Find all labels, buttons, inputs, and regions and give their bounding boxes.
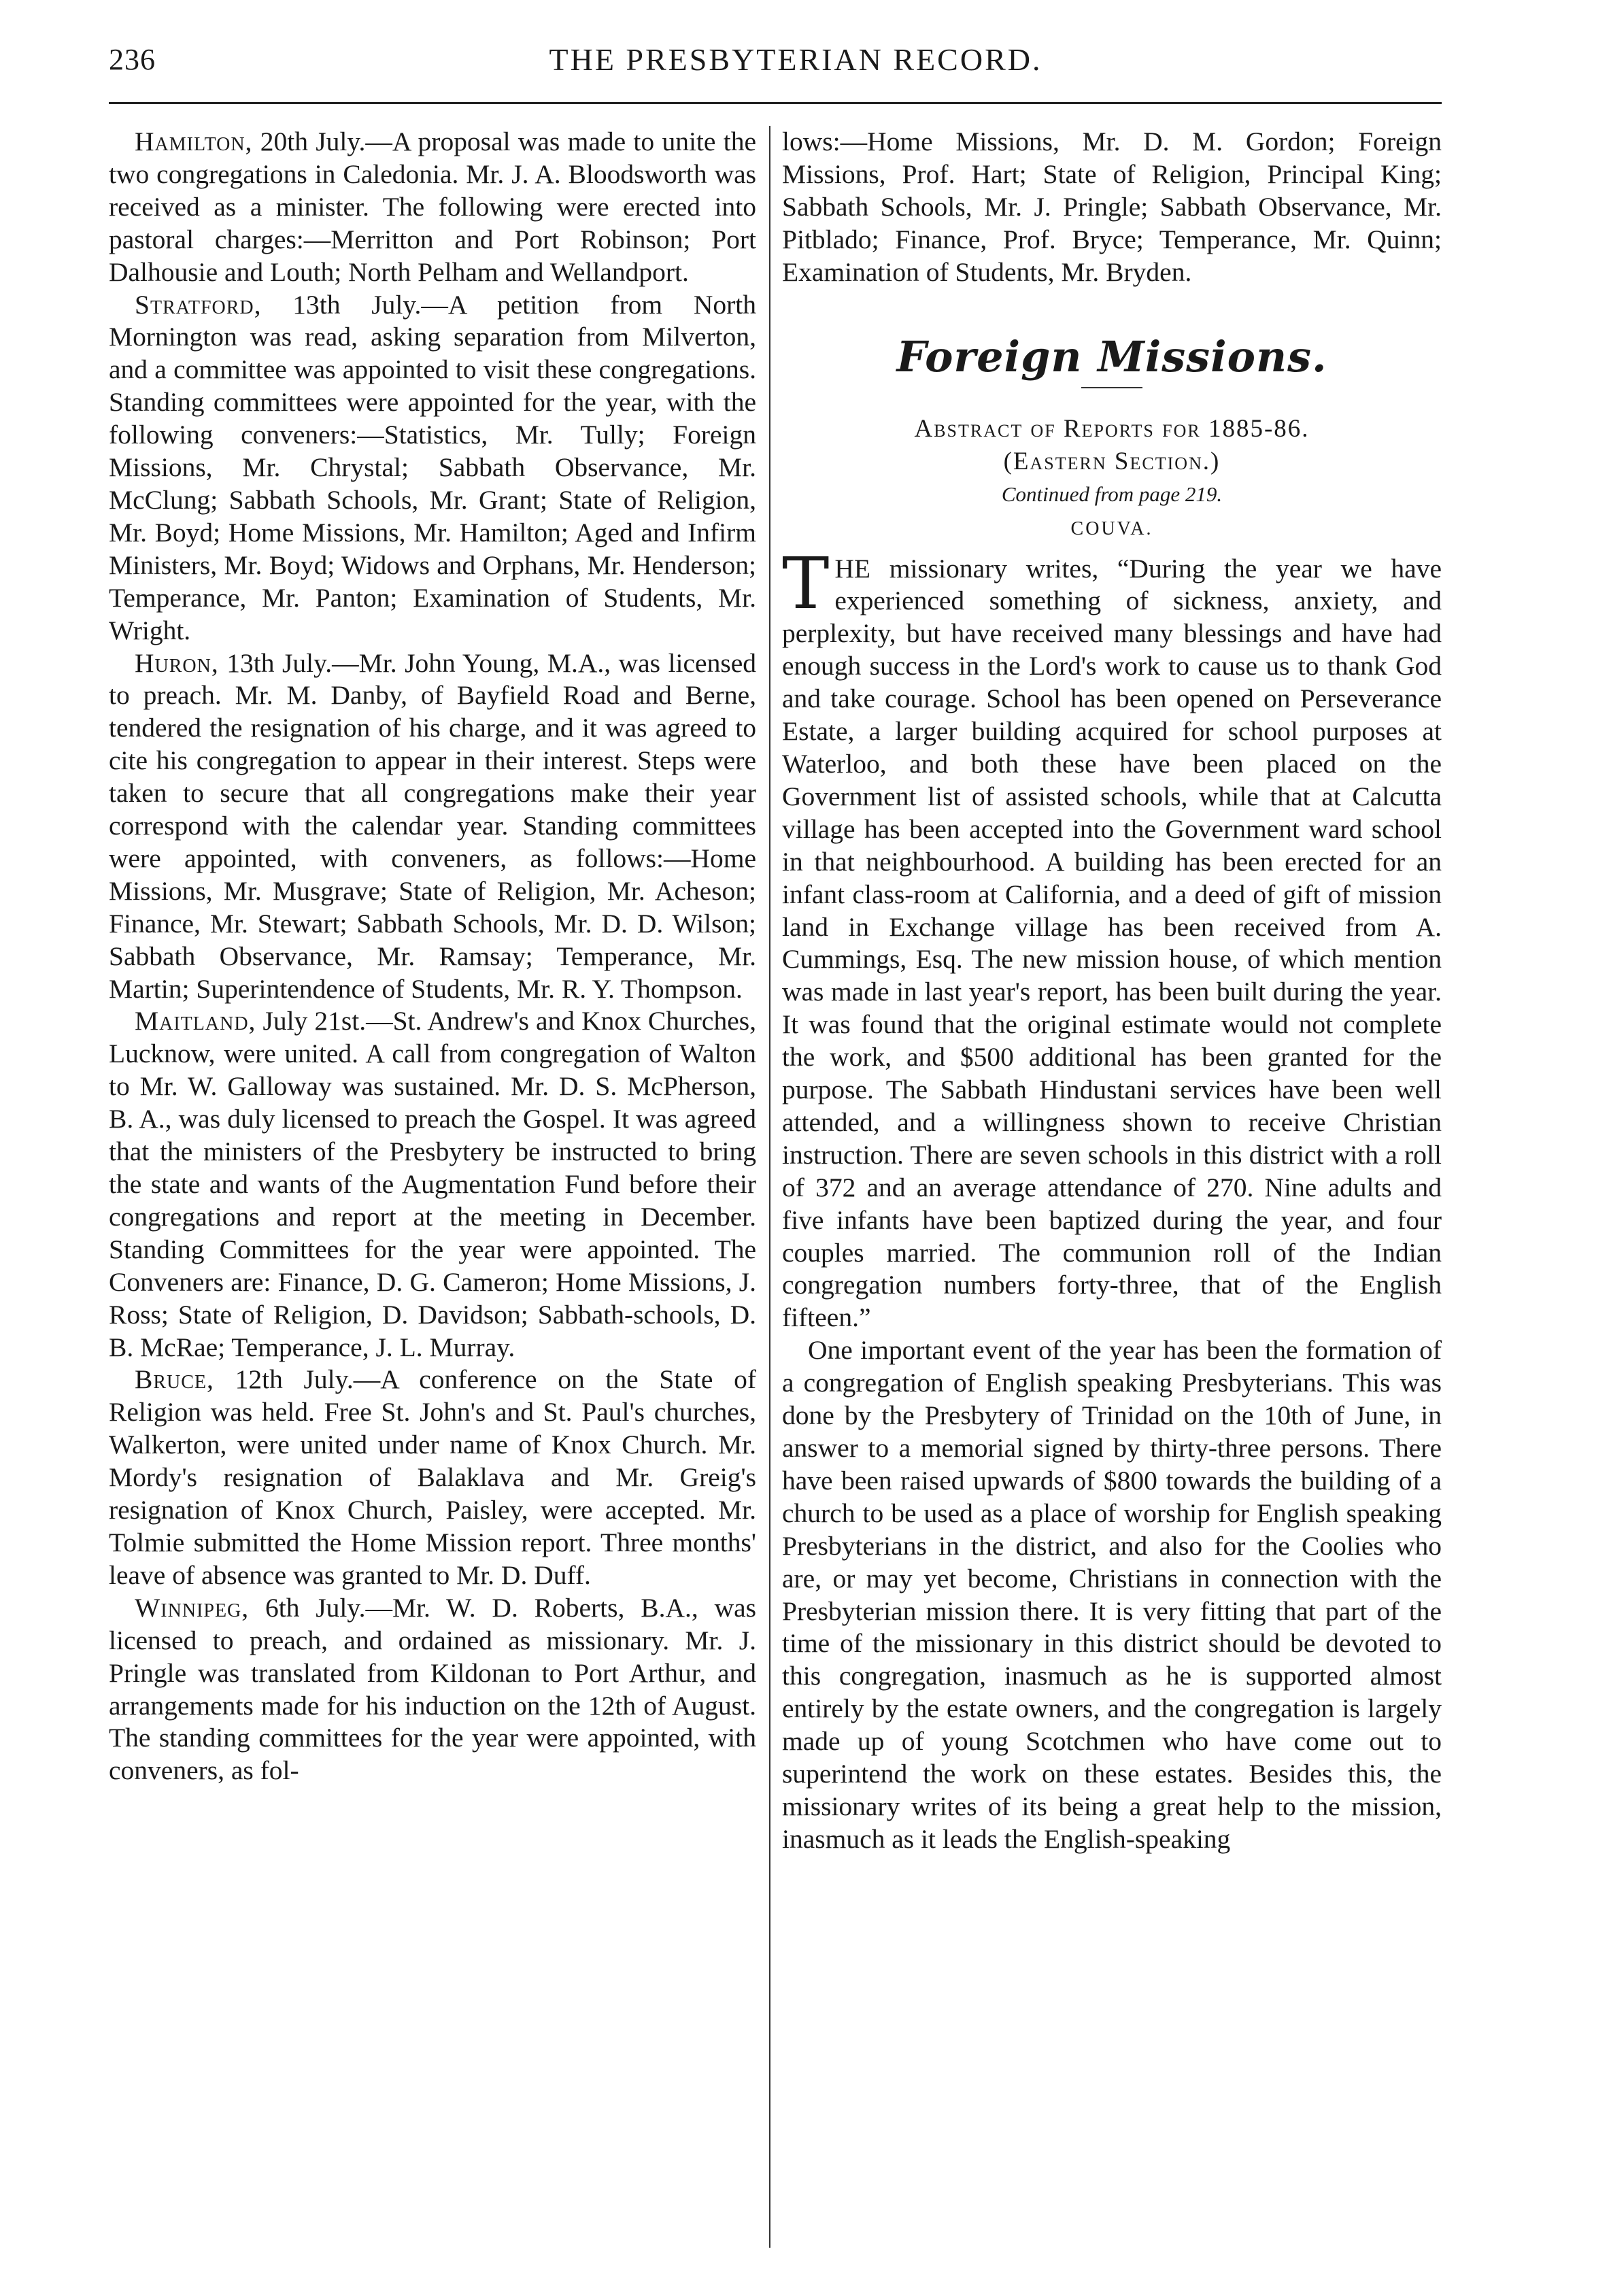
drop-cap: T: [782, 541, 830, 625]
report-text: 12th July.—A conference on the State of Religion was held. Free St. John's and St. Paul's churches, Walkerton, were united under name of Knox Church. Mr. Mordy's resignation of Balaklava and Mr. Greig's resignation of Knox Church, Paisley, were accepted. Mr. Tolmie submitted the Home Mission report. Three months' leave of absence was granted to Mr. D. Duff.: [109, 1364, 756, 1590]
abstract-title: Abstract of Reports for 1885-86.: [914, 414, 1310, 443]
place-name: Winnipeg,: [135, 1592, 250, 1623]
page-header: [109, 39, 1442, 87]
heading-rule: [1081, 387, 1142, 388]
presbytery-report-winnipeg: [109, 1592, 756, 1787]
continued-note: Continued from page 219.: [1001, 482, 1223, 506]
place-name: Huron,: [135, 647, 219, 678]
presbytery-report-huron: [109, 647, 756, 1006]
missionary-report-paragraph: [782, 541, 1442, 1335]
running-title: THE PRESBYTERIAN RECORD.: [549, 42, 1042, 77]
station-heading: COUVA.: [1070, 518, 1153, 539]
presbytery-report-hamilton: [109, 126, 756, 289]
right-column: [782, 126, 1442, 2248]
header-rule: [109, 102, 1442, 104]
paragraph-text: HE missionary writes, “During the year we have experienced something of sickness, anxiety, and perplexity, but have received many blessings and have had enough success in the Lord's work to cause us to thank God and take courage. School has been opened on Perseverance Estate, a larger building acquired for school purposes at Waterloo, and both these have been placed on the Government list of assisted schools, while that at Calcutta village has been accepted into the Government ward school in that neighbourhood. A building has been erected for an infant class-room at California, and a deed of gift of mission land in Exchange village has been received from A. Cummings, Esq. The new mission house, of which mention was made in last year's report, has been built during the year. It was found that the original estimate would not complete the work, and $500 additional has been granted for the purpose. The Sabbath Hindustani services have been well attended, and a willingness shown to receive Christian instruction. There are seven schools in this district with a roll of 372 and an average attendance of 270. Nine adults and five infants have been baptized during the year, and four couples married. The communion roll of the Indian congregation numbers forty-three, that of the English fifteen.”: [782, 553, 1442, 1333]
presbytery-report-maitland: [109, 1005, 756, 1364]
place-name: Bruce,: [135, 1364, 214, 1395]
continued-paragraph: lows:—Home Missions, Mr. D. M. Gordon; Foreign Missions, Prof. Hart; State of Religion, Principal King; Sabbath Schools, Mr. J. Pringle; Sabbath Observance, Mr. Pitblado; Finance, Prof. Bryce; Temperance, Mr. Quinn; Examination of Students, Mr. Bryden.: [782, 126, 1442, 287]
presbytery-report-bruce: [109, 1364, 756, 1591]
place-name: Stratford,: [135, 289, 262, 320]
report-text: 13th July.—A petition from North Mornington was read, asking separation from Milverton, and a committee was appointed to visit these congregations. Standing committees were appointed for the year, with the following conveners:—Statistics, Mr. Tully; Foreign Missions, Mr. Chrystal; Sabbath Observance, Mr. McClung; Sabbath Schools, Mr. Grant; State of Religion, Mr. Boyd; Home Missions, Mr. Hamilton; Aged and Infirm Ministers, Mr. Boyd; Widows and Orphans, Mr. Henderson; Temperance, Mr. Panton; Examination of Students, Mr. Wright.: [109, 289, 756, 645]
place-name: Hamilton,: [135, 126, 253, 156]
presbytery-report-stratford: [109, 289, 756, 647]
section-heading: Foreign Missions.: [896, 331, 1327, 382]
report-text: July 21st.—St. Andrew's and Knox Churches, Lucknow, were united. A call from congregation of Walton to Mr. W. Galloway was sustained. Mr. D. S. McPherson, B. A., was duly licensed to preach the Gospel. It was agreed that the ministers of the Presbytery be instructed to bring the state and wants of the Augmentation Fund before their congregations and report at the meeting in December. Standing Committees for the year were appointed. The Conveners are: Finance, D. G. Cameron; Home Missions, J. Ross; State of Religion, D. Davidson; Sabbath-schools, D. B. McRae; Temperance, J. L. Murray.: [109, 1006, 756, 1362]
abstract-section: (Eastern Section.): [1003, 447, 1221, 475]
report-text: 13th July.—Mr. John Young, M.A., was licensed to preach. Mr. M. Danby, of Bayfield Road and Berne, tendered the resignation of his charge, and it was agreed to cite his congregation to appear in their interest. Steps were taken to secure that all congregations make their year correspond with the calendar year. Standing committees were appointed, with conveners, as follows:—Home Missions, Mr. Musgrave; State of Religion, Mr. Acheson; Finance, Mr. Stewart; Sabbath Schools, Mr. D. D. Wilson; Sabbath Observance, Mr. Ramsay; Temperance, Mr. Martin; Superintendence of Students, Mr. R. Y. Thompson.: [109, 647, 756, 1004]
left-column: [109, 126, 756, 2248]
place-name: Maitland,: [135, 1006, 256, 1036]
report-text: 20th July.—A proposal was made to unite the two congregations in Caledonia. Mr. J. A. Bloodsworth was received as a minister. The following were erected into pastoral charges:—Merritton and Port Robinson; Port Dalhousie and Louth; North Pelham and Wellandport.: [109, 126, 756, 287]
column-divider: [769, 126, 770, 2248]
congregation-paragraph: One important event of the year has been the formation of a congregation of English speaking Presbyterians. This was done by the Presbytery of Trinidad on the 10th of June, in answer to a memorial signed by thirty-three persons. There have been raised upwards of $800 towards the building of a church to be used as a place of worship for English speaking Presbyterians in the district, and also for the Coolies who are, or may yet become, Christians in connection with the Presbyterian mission there. It is very fitting that part of the time of the missionary in this district should be devoted to this congregation, inasmuch as he is supported almost entirely by the estate owners, and the congregation is largely made up of young Scotchmen who have come out to superintend the work on these estates. Besides this, the missionary writes of its being a great help to the mission, inasmuch as it leads the English-speaking: [782, 1335, 1442, 1854]
report-text: 6th July.—Mr. W. D. Roberts, B.A., was licensed to preach, and ordained as missionary. Mr. J. Pringle was translated from Kildonan to Port Arthur, and arrangements made for his induction on the 12th of August. The standing committees for the year were appointed, with conveners, as fol-: [109, 1592, 756, 1786]
page-number: 236: [109, 43, 156, 76]
